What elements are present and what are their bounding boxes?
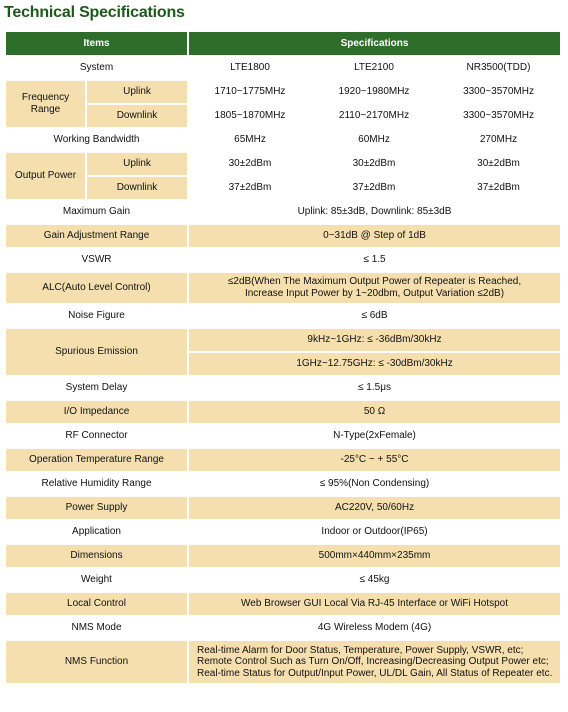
cell: 3300~3570MHz	[437, 105, 560, 127]
table-row	[6, 201, 560, 223]
row-label: System Delay	[6, 377, 187, 399]
table-row	[6, 225, 560, 247]
sub-label: Uplink	[87, 81, 187, 103]
header-specifications: Specifications	[189, 32, 560, 55]
table-row	[6, 473, 560, 495]
sub-label: Uplink	[87, 153, 187, 175]
row-label: NMS Function	[6, 641, 187, 683]
cell: ≤ 95%(Non Condensing)	[189, 473, 560, 495]
nms-function-line-1: Real-time Alarm for Door Status, Temperature, Power Supply, VSWR, etc;	[197, 644, 524, 656]
row-label: Dimensions	[6, 545, 187, 567]
row-label: NMS Mode	[6, 617, 187, 639]
specs-table	[4, 30, 562, 685]
row-label: Output Power	[6, 153, 85, 199]
row-label: Spurious Emission	[6, 329, 187, 375]
cell: 37±2dBm	[437, 177, 560, 199]
cell: 37±2dBm	[189, 177, 311, 199]
table-row	[6, 129, 560, 151]
cell: AC220V, 50/60Hz	[189, 497, 560, 519]
row-label: Maximum Gain	[6, 201, 187, 223]
table-row	[6, 521, 560, 543]
cell: ≤ 1.5μs	[189, 377, 560, 399]
row-label: Weight	[6, 569, 187, 591]
row-label: Frequency Range	[6, 81, 85, 127]
sub-label: Downlink	[87, 105, 187, 127]
cell: 30±2dBm	[189, 153, 311, 175]
cell: Indoor or Outdoor(IP65)	[189, 521, 560, 543]
cell	[189, 273, 560, 303]
cell: LTE1800	[189, 57, 311, 79]
table-row	[6, 57, 560, 79]
cell: ≤ 1.5	[189, 249, 560, 271]
nms-function-line-3: Real-time Status for Output/Input Power, UL/DL Gain, All Status of Repeater etc.	[197, 667, 553, 679]
cell: LTE2100	[313, 57, 435, 79]
row-label: Operation Temperature Range	[6, 449, 187, 471]
cell: NR3500(TDD)	[437, 57, 560, 79]
sub-label: Downlink	[87, 177, 187, 199]
cell: 65MHz	[189, 129, 311, 151]
cell: 1920~1980MHz	[313, 81, 435, 103]
cell: 4G Wireless Modem (4G)	[189, 617, 560, 639]
table-row	[6, 329, 560, 351]
alc-line-1: ≤2dB(When The Maximum Output Power of Repeater is Reached,	[227, 276, 522, 287]
cell: 0~31dB @ Step of 1dB	[189, 225, 560, 247]
cell: 37±2dBm	[313, 177, 435, 199]
cell: 270MHz	[437, 129, 560, 151]
cell	[189, 641, 560, 683]
nms-function-line-2: Remote Control Such as Turn On/Off, Increasing/Decreasing Output Power etc;	[197, 656, 549, 668]
table-row	[6, 425, 560, 447]
table-row	[6, 273, 560, 303]
row-label: Working Bandwidth	[6, 129, 187, 151]
row-label: Local Control	[6, 593, 187, 615]
cell: -25°C ~ + 55°C	[189, 449, 560, 471]
table-row	[6, 569, 560, 591]
table-row	[6, 641, 560, 683]
table-row	[6, 497, 560, 519]
cell: Web Browser GUI Local Via RJ-45 Interface or WiFi Hotspot	[189, 593, 560, 615]
row-label: VSWR	[6, 249, 187, 271]
row-label: I/O Impedance	[6, 401, 187, 423]
cell: 500mm×440mm×235mm	[189, 545, 560, 567]
table-row	[6, 105, 560, 127]
row-label: Application	[6, 521, 187, 543]
table-row	[6, 305, 560, 327]
row-label: Power Supply	[6, 497, 187, 519]
cell: 1710~1775MHz	[189, 81, 311, 103]
table-row	[6, 593, 560, 615]
cell: 9kHz~1GHz: ≤ -36dBm/30kHz	[189, 329, 560, 351]
alc-line-2: Increase Input Power by 1~20dbm, Output Variation ≤2dB)	[244, 288, 505, 299]
cell: ≤ 45kg	[189, 569, 560, 591]
row-label: ALC(Auto Level Control)	[6, 273, 187, 303]
cell: Uplink: 85±3dB, Downlink: 85±3dB	[189, 201, 560, 223]
table-row	[6, 401, 560, 423]
row-label: RF Connector	[6, 425, 187, 447]
cell: 1GHz~12.75GHz: ≤ -30dBm/30kHz	[189, 353, 560, 375]
cell: 50 Ω	[189, 401, 560, 423]
cell: 30±2dBm	[437, 153, 560, 175]
cell: ≤ 6dB	[189, 305, 560, 327]
page-title: Technical Specifications	[4, 4, 185, 21]
table-row	[6, 81, 560, 103]
table-row	[6, 177, 560, 199]
row-label: Noise Figure	[6, 305, 187, 327]
cell: 60MHz	[313, 129, 435, 151]
row-label: Gain Adjustment Range	[6, 225, 187, 247]
table-row	[6, 545, 560, 567]
cell: 3300~3570MHz	[437, 81, 560, 103]
cell: 30±2dBm	[313, 153, 435, 175]
cell: N-Type(2xFemale)	[189, 425, 560, 447]
table-row	[6, 153, 560, 175]
table-row	[6, 249, 560, 271]
cell: 1805~1870MHz	[189, 105, 311, 127]
cell: 2110~2170MHz	[313, 105, 435, 127]
table-row	[6, 449, 560, 471]
row-label: System	[6, 57, 187, 79]
row-label: Relative Humidity Range	[6, 473, 187, 495]
header-items: Items	[6, 32, 187, 55]
table-row	[6, 617, 560, 639]
table-row	[6, 377, 560, 399]
